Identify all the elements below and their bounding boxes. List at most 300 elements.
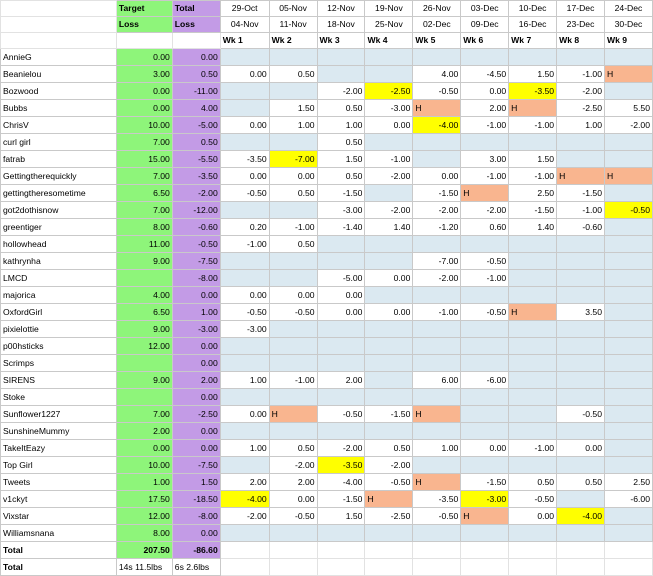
week-value-cell[interactable]: 2.50 bbox=[509, 185, 557, 202]
week-value-cell[interactable] bbox=[604, 338, 652, 355]
week-value-cell[interactable] bbox=[365, 185, 413, 202]
total-loss-cell[interactable]: 0.00 bbox=[172, 338, 220, 355]
week-value-cell[interactable]: 1.50 bbox=[509, 66, 557, 83]
blank-cell[interactable] bbox=[509, 559, 557, 576]
week-value-cell[interactable] bbox=[317, 338, 365, 355]
blank-cell[interactable] bbox=[317, 559, 365, 576]
week-value-cell[interactable]: -4.00 bbox=[220, 491, 269, 508]
week-value-cell[interactable] bbox=[413, 423, 461, 440]
week-end-date[interactable]: 18-Nov bbox=[317, 17, 365, 33]
week-value-cell[interactable]: 0.50 bbox=[365, 440, 413, 457]
week-value-cell[interactable]: -2.00 bbox=[317, 440, 365, 457]
target-stones-cell[interactable]: 14s 11.5lbs bbox=[116, 559, 172, 576]
member-name-cell[interactable]: OxfordGirl bbox=[1, 304, 117, 321]
week-value-cell[interactable]: -1.50 bbox=[413, 185, 461, 202]
week-value-cell[interactable] bbox=[557, 134, 605, 151]
target-loss-cell[interactable]: 17.50 bbox=[116, 491, 172, 508]
blank-cell[interactable] bbox=[365, 542, 413, 559]
week-value-cell[interactable] bbox=[461, 49, 509, 66]
totals-label-2[interactable]: Total bbox=[1, 559, 117, 576]
holiday-cell[interactable]: H bbox=[461, 508, 509, 525]
member-name-cell[interactable]: gettingtheresometime bbox=[1, 185, 117, 202]
week-value-cell[interactable]: 1.00 bbox=[317, 117, 365, 134]
total-loss-cell[interactable]: 0.50 bbox=[172, 134, 220, 151]
week-value-cell[interactable] bbox=[509, 525, 557, 542]
week-value-cell[interactable]: 0.00 bbox=[220, 117, 269, 134]
week-value-cell[interactable] bbox=[365, 49, 413, 66]
member-name-cell[interactable]: Stoke bbox=[1, 389, 117, 406]
week-value-cell[interactable]: -2.00 bbox=[365, 202, 413, 219]
week-value-cell[interactable]: 3.50 bbox=[557, 304, 605, 321]
member-name-cell[interactable]: SIRENS bbox=[1, 372, 117, 389]
week-value-cell[interactable] bbox=[269, 389, 317, 406]
week-value-cell[interactable] bbox=[317, 321, 365, 338]
total-loss-cell[interactable]: 1.50 bbox=[172, 474, 220, 491]
member-name-cell[interactable]: SunshineMummy bbox=[1, 423, 117, 440]
week-value-cell[interactable] bbox=[461, 355, 509, 372]
week-value-cell[interactable] bbox=[509, 134, 557, 151]
total-loss-cell[interactable]: -2.00 bbox=[172, 185, 220, 202]
member-name-cell[interactable]: got2dothisnow bbox=[1, 202, 117, 219]
week-value-cell[interactable] bbox=[220, 525, 269, 542]
blank-cell[interactable] bbox=[220, 559, 269, 576]
week-label[interactable]: Wk 7 bbox=[509, 33, 557, 49]
week-value-cell[interactable]: -0.50 bbox=[220, 185, 269, 202]
member-name-cell[interactable]: Scrimps bbox=[1, 355, 117, 372]
week-value-cell[interactable]: -7.00 bbox=[413, 253, 461, 270]
week-value-cell[interactable]: -0.50 bbox=[269, 508, 317, 525]
week-value-cell[interactable]: 2.00 bbox=[220, 474, 269, 491]
week-value-cell[interactable] bbox=[365, 525, 413, 542]
week-label[interactable]: Wk 5 bbox=[413, 33, 461, 49]
week-label[interactable]: Wk 6 bbox=[461, 33, 509, 49]
week-value-cell[interactable]: -1.00 bbox=[269, 372, 317, 389]
week-value-cell[interactable] bbox=[269, 423, 317, 440]
week-value-cell[interactable]: 0.00 bbox=[365, 270, 413, 287]
week-value-cell[interactable]: -3.50 bbox=[509, 83, 557, 100]
target-loss-cell[interactable]: 12.00 bbox=[116, 338, 172, 355]
week-value-cell[interactable]: -1.50 bbox=[365, 406, 413, 423]
blank-cell[interactable] bbox=[365, 559, 413, 576]
week-value-cell[interactable] bbox=[604, 49, 652, 66]
week-value-cell[interactable]: -1.00 bbox=[509, 168, 557, 185]
total-loss-cell[interactable]: -11.00 bbox=[172, 83, 220, 100]
week-label[interactable]: Wk 1 bbox=[220, 33, 269, 49]
target-loss-cell[interactable]: 15.00 bbox=[116, 151, 172, 168]
member-name-cell[interactable]: AnnieG bbox=[1, 49, 117, 66]
week-start-date[interactable]: 29-Oct bbox=[220, 1, 269, 17]
week-value-cell[interactable] bbox=[604, 83, 652, 100]
week-value-cell[interactable]: 0.50 bbox=[269, 66, 317, 83]
week-value-cell[interactable] bbox=[269, 253, 317, 270]
week-value-cell[interactable] bbox=[365, 253, 413, 270]
week-value-cell[interactable] bbox=[509, 321, 557, 338]
week-value-cell[interactable]: -4.00 bbox=[317, 474, 365, 491]
week-value-cell[interactable]: -1.00 bbox=[461, 270, 509, 287]
week-value-cell[interactable]: -1.50 bbox=[317, 491, 365, 508]
week-value-cell[interactable] bbox=[461, 389, 509, 406]
week-value-cell[interactable] bbox=[509, 287, 557, 304]
week-value-cell[interactable] bbox=[413, 355, 461, 372]
week-value-cell[interactable]: -2.00 bbox=[365, 168, 413, 185]
week-value-cell[interactable] bbox=[220, 202, 269, 219]
week-value-cell[interactable] bbox=[557, 321, 605, 338]
week-value-cell[interactable] bbox=[220, 355, 269, 372]
week-value-cell[interactable] bbox=[269, 355, 317, 372]
week-value-cell[interactable]: -3.00 bbox=[461, 491, 509, 508]
week-value-cell[interactable] bbox=[365, 423, 413, 440]
corner-cell[interactable] bbox=[1, 17, 117, 33]
total-loss-cell[interactable]: -8.00 bbox=[172, 508, 220, 525]
member-name-cell[interactable]: fatrab bbox=[1, 151, 117, 168]
total-loss-cell[interactable]: -0.50 bbox=[172, 236, 220, 253]
target-header-sub[interactable]: Loss bbox=[116, 17, 172, 33]
week-value-cell[interactable] bbox=[269, 49, 317, 66]
week-value-cell[interactable] bbox=[461, 525, 509, 542]
week-value-cell[interactable] bbox=[557, 372, 605, 389]
target-loss-cell[interactable]: 8.00 bbox=[116, 219, 172, 236]
target-loss-cell[interactable]: 11.00 bbox=[116, 236, 172, 253]
target-loss-cell[interactable]: 0.00 bbox=[116, 440, 172, 457]
week-value-cell[interactable] bbox=[461, 134, 509, 151]
week-value-cell[interactable]: -0.50 bbox=[557, 406, 605, 423]
holiday-cell[interactable]: H bbox=[269, 406, 317, 423]
target-loss-cell[interactable]: 0.00 bbox=[116, 100, 172, 117]
week-value-cell[interactable] bbox=[557, 338, 605, 355]
member-name-cell[interactable]: LMCD bbox=[1, 270, 117, 287]
week-value-cell[interactable] bbox=[557, 151, 605, 168]
week-value-cell[interactable] bbox=[365, 236, 413, 253]
week-value-cell[interactable]: 0.00 bbox=[365, 117, 413, 134]
week-value-cell[interactable]: -1.50 bbox=[461, 474, 509, 491]
week-value-cell[interactable]: 2.00 bbox=[269, 474, 317, 491]
week-value-cell[interactable]: -1.50 bbox=[317, 185, 365, 202]
week-value-cell[interactable] bbox=[365, 355, 413, 372]
week-value-cell[interactable]: 0.50 bbox=[557, 474, 605, 491]
week-start-date[interactable]: 12-Nov bbox=[317, 1, 365, 17]
week-value-cell[interactable]: -3.00 bbox=[220, 321, 269, 338]
blank-cell[interactable] bbox=[413, 542, 461, 559]
week-value-cell[interactable] bbox=[604, 253, 652, 270]
member-name-cell[interactable]: Top Girl bbox=[1, 457, 117, 474]
week-value-cell[interactable]: -2.50 bbox=[557, 100, 605, 117]
week-value-cell[interactable] bbox=[557, 287, 605, 304]
week-value-cell[interactable] bbox=[557, 355, 605, 372]
totals-label[interactable]: Total bbox=[1, 542, 117, 559]
target-loss-cell[interactable]: 2.00 bbox=[116, 423, 172, 440]
week-value-cell[interactable]: 0.00 bbox=[269, 287, 317, 304]
member-name-cell[interactable]: Williamsnana bbox=[1, 525, 117, 542]
week-value-cell[interactable] bbox=[413, 338, 461, 355]
week-value-cell[interactable] bbox=[557, 491, 605, 508]
week-value-cell[interactable]: 0.50 bbox=[269, 236, 317, 253]
blank-cell[interactable] bbox=[317, 542, 365, 559]
week-start-date[interactable]: 10-Dec bbox=[509, 1, 557, 17]
total-header[interactable]: Total bbox=[172, 1, 220, 17]
total-loss-cell[interactable]: 2.00 bbox=[172, 372, 220, 389]
target-total-cell[interactable]: 207.50 bbox=[116, 542, 172, 559]
week-value-cell[interactable]: -1.00 bbox=[269, 219, 317, 236]
member-name-cell[interactable]: greentiger bbox=[1, 219, 117, 236]
week-value-cell[interactable] bbox=[220, 457, 269, 474]
holiday-cell[interactable]: H bbox=[413, 474, 461, 491]
week-value-cell[interactable]: -0.50 bbox=[317, 406, 365, 423]
week-value-cell[interactable] bbox=[604, 508, 652, 525]
week-value-cell[interactable] bbox=[461, 236, 509, 253]
blank-cell[interactable] bbox=[557, 542, 605, 559]
week-value-cell[interactable]: -2.00 bbox=[461, 202, 509, 219]
week-value-cell[interactable]: 0.00 bbox=[461, 440, 509, 457]
week-value-cell[interactable] bbox=[269, 202, 317, 219]
week-value-cell[interactable]: 0.50 bbox=[317, 134, 365, 151]
total-loss-cell[interactable]: 0.00 bbox=[172, 49, 220, 66]
total-loss-cell[interactable]: 0.00 bbox=[172, 440, 220, 457]
total-loss-cell[interactable]: -7.50 bbox=[172, 253, 220, 270]
target-loss-cell[interactable]: 4.00 bbox=[116, 287, 172, 304]
week-value-cell[interactable]: 0.50 bbox=[317, 100, 365, 117]
target-loss-cell[interactable]: 7.00 bbox=[116, 134, 172, 151]
week-value-cell[interactable] bbox=[413, 49, 461, 66]
blank-cell[interactable] bbox=[413, 559, 461, 576]
week-value-cell[interactable]: 0.00 bbox=[317, 287, 365, 304]
week-end-date[interactable]: 23-Dec bbox=[557, 17, 605, 33]
week-value-cell[interactable]: -3.00 bbox=[317, 202, 365, 219]
week-value-cell[interactable]: 0.00 bbox=[269, 168, 317, 185]
week-value-cell[interactable]: -2.00 bbox=[365, 457, 413, 474]
week-value-cell[interactable]: -3.00 bbox=[365, 100, 413, 117]
blank-cell[interactable] bbox=[269, 542, 317, 559]
week-value-cell[interactable]: -2.00 bbox=[413, 270, 461, 287]
member-name-cell[interactable]: Gettingtherequickly bbox=[1, 168, 117, 185]
target-loss-cell[interactable]: 3.00 bbox=[116, 66, 172, 83]
blank-cell[interactable] bbox=[269, 559, 317, 576]
week-value-cell[interactable] bbox=[557, 389, 605, 406]
total-loss-cell[interactable]: 0.00 bbox=[172, 389, 220, 406]
week-value-cell[interactable] bbox=[604, 236, 652, 253]
week-value-cell[interactable] bbox=[269, 83, 317, 100]
member-name-cell[interactable]: majorica bbox=[1, 287, 117, 304]
week-value-cell[interactable]: -0.50 bbox=[461, 304, 509, 321]
week-value-cell[interactable]: 0.00 bbox=[509, 508, 557, 525]
week-value-cell[interactable] bbox=[365, 338, 413, 355]
total-total-cell[interactable]: -86.60 bbox=[172, 542, 220, 559]
week-start-date[interactable]: 03-Dec bbox=[461, 1, 509, 17]
week-value-cell[interactable]: -0.50 bbox=[413, 508, 461, 525]
week-value-cell[interactable]: 5.50 bbox=[604, 100, 652, 117]
week-value-cell[interactable] bbox=[317, 389, 365, 406]
week-value-cell[interactable] bbox=[413, 236, 461, 253]
week-value-cell[interactable]: -1.00 bbox=[365, 151, 413, 168]
target-loss-cell[interactable]: 1.00 bbox=[116, 474, 172, 491]
week-value-cell[interactable]: -3.50 bbox=[220, 151, 269, 168]
member-name-cell[interactable]: Sunflower1227 bbox=[1, 406, 117, 423]
week-value-cell[interactable] bbox=[220, 49, 269, 66]
week-value-cell[interactable]: -0.50 bbox=[220, 304, 269, 321]
week-value-cell[interactable] bbox=[220, 338, 269, 355]
week-value-cell[interactable] bbox=[509, 406, 557, 423]
week-value-cell[interactable] bbox=[604, 355, 652, 372]
week-end-date[interactable]: 25-Nov bbox=[365, 17, 413, 33]
week-value-cell[interactable]: 1.50 bbox=[269, 100, 317, 117]
week-value-cell[interactable] bbox=[604, 151, 652, 168]
week-start-date[interactable]: 26-Nov bbox=[413, 1, 461, 17]
target-loss-cell[interactable]: 0.00 bbox=[116, 83, 172, 100]
week-value-cell[interactable] bbox=[509, 49, 557, 66]
week-end-date[interactable]: 16-Dec bbox=[509, 17, 557, 33]
week-value-cell[interactable]: -5.00 bbox=[317, 270, 365, 287]
week-value-cell[interactable] bbox=[220, 253, 269, 270]
week-value-cell[interactable]: -6.00 bbox=[461, 372, 509, 389]
week-start-date[interactable]: 24-Dec bbox=[604, 1, 652, 17]
target-loss-cell[interactable]: 8.00 bbox=[116, 525, 172, 542]
week-value-cell[interactable]: -6.00 bbox=[604, 491, 652, 508]
week-end-date[interactable]: 04-Nov bbox=[220, 17, 269, 33]
week-value-cell[interactable] bbox=[604, 219, 652, 236]
week-value-cell[interactable] bbox=[413, 525, 461, 542]
week-value-cell[interactable] bbox=[317, 355, 365, 372]
week-label[interactable]: Wk 8 bbox=[557, 33, 605, 49]
week-value-cell[interactable] bbox=[604, 287, 652, 304]
target-loss-cell[interactable] bbox=[116, 355, 172, 372]
week-start-date[interactable]: 17-Dec bbox=[557, 1, 605, 17]
week-end-date[interactable]: 02-Dec bbox=[413, 17, 461, 33]
week-value-cell[interactable]: -2.50 bbox=[365, 83, 413, 100]
week-value-cell[interactable]: -3.50 bbox=[317, 457, 365, 474]
week-value-cell[interactable] bbox=[604, 423, 652, 440]
week-value-cell[interactable]: -0.50 bbox=[604, 202, 652, 219]
week-value-cell[interactable] bbox=[509, 372, 557, 389]
week-label[interactable]: Wk 2 bbox=[269, 33, 317, 49]
week-value-cell[interactable]: 1.00 bbox=[220, 372, 269, 389]
week-value-cell[interactable]: 0.00 bbox=[557, 440, 605, 457]
member-name-cell[interactable]: Beanielou bbox=[1, 66, 117, 83]
total-loss-cell[interactable]: 0.00 bbox=[172, 525, 220, 542]
week-value-cell[interactable] bbox=[413, 457, 461, 474]
week-value-cell[interactable]: 1.00 bbox=[269, 117, 317, 134]
week-value-cell[interactable]: 1.50 bbox=[509, 151, 557, 168]
week-value-cell[interactable] bbox=[413, 389, 461, 406]
week-value-cell[interactable]: -2.00 bbox=[413, 202, 461, 219]
week-value-cell[interactable] bbox=[269, 338, 317, 355]
week-value-cell[interactable] bbox=[557, 270, 605, 287]
target-loss-cell[interactable]: 9.00 bbox=[116, 321, 172, 338]
week-value-cell[interactable]: 0.50 bbox=[317, 168, 365, 185]
member-name-cell[interactable]: TakeItEazy bbox=[1, 440, 117, 457]
week-value-cell[interactable] bbox=[461, 287, 509, 304]
total-loss-cell[interactable]: -2.50 bbox=[172, 406, 220, 423]
target-loss-cell[interactable]: 6.50 bbox=[116, 185, 172, 202]
blank-cell[interactable] bbox=[116, 33, 172, 49]
member-name-cell[interactable]: curl girl bbox=[1, 134, 117, 151]
blank-cell[interactable] bbox=[557, 559, 605, 576]
blank-cell[interactable] bbox=[461, 559, 509, 576]
holiday-cell[interactable]: H bbox=[461, 185, 509, 202]
week-value-cell[interactable]: 2.00 bbox=[317, 372, 365, 389]
week-value-cell[interactable]: 1.50 bbox=[317, 151, 365, 168]
corner-cell[interactable] bbox=[1, 33, 117, 49]
week-value-cell[interactable] bbox=[317, 49, 365, 66]
week-value-cell[interactable]: 0.00 bbox=[269, 491, 317, 508]
week-value-cell[interactable]: -0.50 bbox=[461, 253, 509, 270]
week-value-cell[interactable] bbox=[317, 236, 365, 253]
week-value-cell[interactable] bbox=[557, 236, 605, 253]
week-value-cell[interactable]: 0.00 bbox=[317, 304, 365, 321]
member-name-cell[interactable]: p00hsticks bbox=[1, 338, 117, 355]
week-value-cell[interactable]: -1.00 bbox=[509, 117, 557, 134]
total-loss-cell[interactable]: 0.00 bbox=[172, 287, 220, 304]
target-loss-cell[interactable] bbox=[116, 270, 172, 287]
total-loss-cell[interactable]: 0.00 bbox=[172, 423, 220, 440]
target-loss-cell[interactable] bbox=[116, 389, 172, 406]
week-value-cell[interactable] bbox=[220, 423, 269, 440]
week-value-cell[interactable]: -4.00 bbox=[413, 117, 461, 134]
week-value-cell[interactable] bbox=[365, 389, 413, 406]
total-loss-cell[interactable]: -0.60 bbox=[172, 219, 220, 236]
week-value-cell[interactable]: -1.00 bbox=[461, 168, 509, 185]
week-value-cell[interactable] bbox=[461, 457, 509, 474]
target-loss-cell[interactable]: 7.00 bbox=[116, 168, 172, 185]
week-end-date[interactable]: 11-Nov bbox=[269, 17, 317, 33]
week-value-cell[interactable] bbox=[461, 406, 509, 423]
total-loss-cell[interactable]: 1.00 bbox=[172, 304, 220, 321]
target-loss-cell[interactable]: 10.00 bbox=[116, 457, 172, 474]
week-value-cell[interactable] bbox=[604, 440, 652, 457]
week-value-cell[interactable] bbox=[604, 321, 652, 338]
week-value-cell[interactable] bbox=[604, 304, 652, 321]
target-header[interactable]: Target bbox=[116, 1, 172, 17]
week-value-cell[interactable]: 1.00 bbox=[413, 440, 461, 457]
week-value-cell[interactable]: -0.50 bbox=[413, 83, 461, 100]
week-value-cell[interactable] bbox=[461, 338, 509, 355]
week-value-cell[interactable]: -1.00 bbox=[557, 202, 605, 219]
week-value-cell[interactable]: -4.50 bbox=[461, 66, 509, 83]
week-value-cell[interactable] bbox=[509, 270, 557, 287]
target-loss-cell[interactable]: 10.00 bbox=[116, 117, 172, 134]
target-loss-cell[interactable]: 7.00 bbox=[116, 202, 172, 219]
week-value-cell[interactable]: -4.00 bbox=[557, 508, 605, 525]
total-loss-cell[interactable]: 0.50 bbox=[172, 66, 220, 83]
week-value-cell[interactable] bbox=[317, 253, 365, 270]
week-value-cell[interactable] bbox=[604, 185, 652, 202]
week-value-cell[interactable]: 0.20 bbox=[220, 219, 269, 236]
total-header-sub[interactable]: Loss bbox=[172, 17, 220, 33]
week-value-cell[interactable]: -0.50 bbox=[509, 491, 557, 508]
total-loss-cell[interactable]: 0.00 bbox=[172, 355, 220, 372]
week-value-cell[interactable] bbox=[317, 423, 365, 440]
week-value-cell[interactable] bbox=[413, 151, 461, 168]
week-value-cell[interactable] bbox=[317, 525, 365, 542]
target-loss-cell[interactable]: 12.00 bbox=[116, 508, 172, 525]
total-loss-cell[interactable]: -12.00 bbox=[172, 202, 220, 219]
week-value-cell[interactable] bbox=[604, 134, 652, 151]
member-name-cell[interactable]: pixielottie bbox=[1, 321, 117, 338]
week-value-cell[interactable] bbox=[365, 134, 413, 151]
blank-cell[interactable] bbox=[172, 33, 220, 49]
target-loss-cell[interactable]: 9.00 bbox=[116, 372, 172, 389]
week-start-date[interactable]: 19-Nov bbox=[365, 1, 413, 17]
blank-cell[interactable] bbox=[220, 542, 269, 559]
week-value-cell[interactable] bbox=[509, 423, 557, 440]
week-value-cell[interactable] bbox=[365, 66, 413, 83]
week-value-cell[interactable]: 6.00 bbox=[413, 372, 461, 389]
week-value-cell[interactable]: 1.00 bbox=[557, 117, 605, 134]
member-name-cell[interactable]: v1ckyt bbox=[1, 491, 117, 508]
week-value-cell[interactable]: 0.00 bbox=[413, 168, 461, 185]
week-value-cell[interactable] bbox=[557, 423, 605, 440]
week-value-cell[interactable] bbox=[269, 525, 317, 542]
total-loss-cell[interactable]: -7.50 bbox=[172, 457, 220, 474]
week-value-cell[interactable]: -2.00 bbox=[220, 508, 269, 525]
